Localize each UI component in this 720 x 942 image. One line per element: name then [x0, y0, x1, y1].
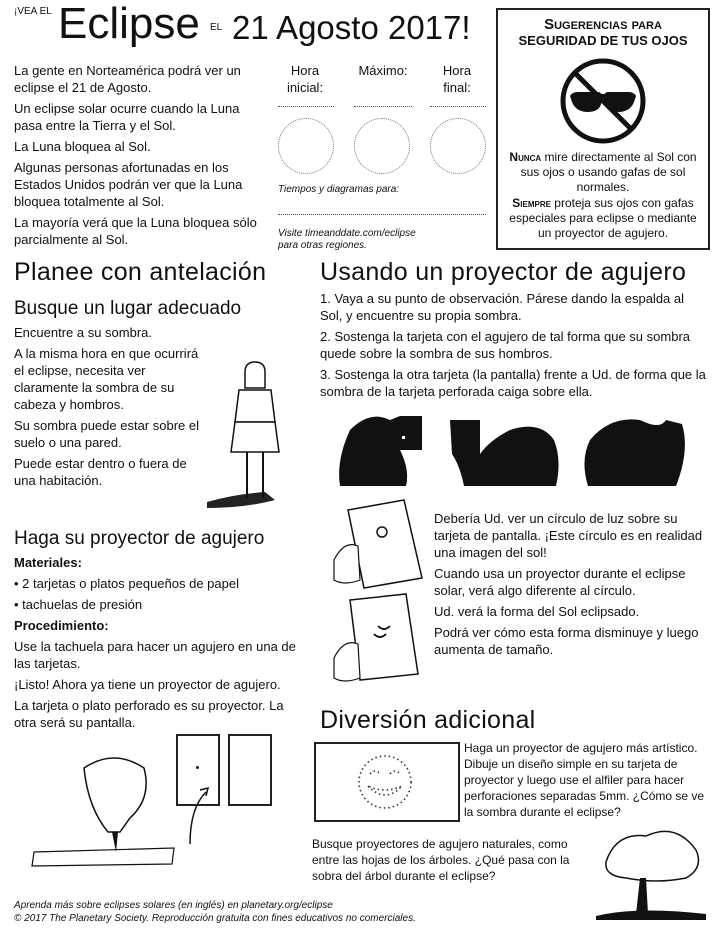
- using-step-2: 2. Sostenga la tarjeta con el agujero de tal forma que su sombra quede sobre la sombra de sus hombros.: [320, 329, 690, 361]
- procedure-3: La tarjeta o plato perforado es su proyector. La otra será su pantalla.: [14, 698, 284, 730]
- plan-p1: Encuentre a su sombra.: [14, 325, 153, 340]
- times-for-line: [278, 214, 486, 215]
- extra-p1: Haga un proyector de agujero más artístico. Dibuje un diseño simple en su tarjeta de proyector y luego use el alfiler para hacer perforaciones separadas 5mm. ¿Cómo se ve la sombra durante el eclipse?: [464, 741, 705, 819]
- result-2: Cuando usa un proyector durante el eclipse solar, verá algo diferente al círculo.: [434, 566, 686, 598]
- always-word: Siempre: [512, 196, 551, 210]
- using-steps: [320, 290, 710, 400]
- intro-p5: La mayoría verá que la Luna bloquea sólo parcialmente al Sol.: [14, 215, 257, 247]
- using-title: Usando un proyector de agujero: [320, 258, 687, 286]
- procedure-label: Procedimiento:: [14, 618, 109, 633]
- no-sunglasses-icon: [558, 56, 648, 146]
- card-screen: [228, 734, 272, 806]
- girl-shadow-illustration: [205, 362, 305, 512]
- result-4: Podrá ver cómo esta forma disminuye y luego aumenta de tamaño.: [434, 625, 699, 657]
- intro: [14, 62, 264, 248]
- material-2: • tachuelas de presión: [14, 597, 143, 612]
- result-3: Ud. verá la forma del Sol eclipsado.: [434, 604, 640, 619]
- safety-title-1: Sugerencias para: [544, 16, 662, 33]
- plan-p3: Su sombra puede estar sobre el suelo o una pared.: [14, 418, 199, 450]
- extra-p2: Busque proyectores de agujero naturales, como entre las hojas de los árboles. ¿Qué pasa con la sobra del árbol durante el eclipse?: [312, 837, 570, 883]
- visit-note: Visite timeanddate.com/eclipse para otras regiones.: [278, 228, 416, 251]
- shadow-figures-illustration: [330, 410, 710, 490]
- dotted-smiley-icon: [350, 752, 420, 812]
- diagram-circle-max: [354, 118, 410, 174]
- safety-title-2: SEGURIDAD DE TUS OJOS: [518, 33, 688, 48]
- hand-card-crescent-illustration: [334, 594, 424, 684]
- plan-title: Planee con antelación: [14, 258, 267, 286]
- make-text: [14, 554, 302, 731]
- time-max-line: [354, 106, 412, 107]
- intro-p4: Algunas personas afortunadas en los Estados Unidos podrán ver que la Luna bloquea totalmente al Sol.: [14, 160, 243, 209]
- safety-always: [502, 196, 704, 241]
- time-max-label: Máximo:: [358, 63, 408, 78]
- title-eclipse: Eclipse: [58, 0, 200, 48]
- footer-copyright: © 2017 The Planetary Society. Reproducción gratuita con fines educativos no comerciales.: [14, 913, 416, 924]
- never-word: Nunca: [509, 150, 542, 164]
- title-el: EL: [210, 22, 223, 33]
- title-date: 21 Agosto 2017!: [232, 9, 471, 46]
- using-results: [434, 510, 706, 658]
- time-end-label: Hora final:: [442, 63, 472, 95]
- plan-p2: A la misma hora en que ocurrirá el eclipse, necesita ver claramente la sombra de su cabeza y hombros.: [14, 346, 199, 412]
- diagram-circle-end: [430, 118, 486, 174]
- hand-pin-illustration: [24, 748, 184, 868]
- using-step-3: 3. Sostenga la otra tarjeta (la pantalla) frente a Ud. de forma que la sombra de la tarjeta perforada caiga sobre ella.: [320, 367, 706, 399]
- curved-arrow-icon: [186, 778, 226, 848]
- tree-illustration: [596, 822, 706, 922]
- hand-card-circle-illustration: [334, 500, 424, 590]
- safety-never: [502, 150, 704, 195]
- procedure-2: ¡Listo! Ahora ya tiene un proyector de agujero.: [14, 677, 281, 692]
- footer-learn-more: Aprenda más sobre eclipses solares (en inglés) en planetary.org/eclipse: [14, 900, 333, 911]
- result-1: Debería Ud. ver un círculo de luz sobre su tarjeta de pantalla. ¡Este círculo es en realidad una imagen del sol!: [434, 511, 703, 560]
- never-text: mire directamente al Sol con sus ojos o usando gafas de sol normales.: [520, 150, 697, 194]
- time-end-line: [430, 106, 486, 107]
- diagram-circle-start: [278, 118, 334, 174]
- card-hole-dot: [196, 766, 199, 769]
- plan-text: [14, 324, 208, 489]
- time-start-line: [278, 106, 334, 107]
- intro-p2: Un eclipse solar ocurre cuando la Luna pasa entre la Tierra y el Sol.: [14, 101, 240, 133]
- times-for-label: Tiempos y diagramas para:: [278, 184, 400, 195]
- always-text: proteja sus ojos con gafas especiales para eclipse o mediante un proyector de agujero.: [509, 196, 697, 240]
- plan-p4: Puede estar dentro o fuera de una habitación.: [14, 456, 187, 488]
- time-start-label: Hora inicial:: [286, 63, 324, 95]
- plan-sub: Busque un lugar adecuado: [14, 298, 242, 319]
- intro-p1: La gente en Norteamérica podrá ver un eclipse el 21 de Agosto.: [14, 63, 241, 95]
- using-step-1: 1. Vaya a su punto de observación. Párese dando la espalda al Sol, y encuentre su propia sombra.: [320, 291, 685, 323]
- extra-title: Diversión adicional: [320, 706, 536, 734]
- make-title: Haga su proyector de agujero: [14, 528, 265, 549]
- safety-box: [496, 8, 710, 250]
- procedure-1: Use la tachuela para hacer un agujero en una de las tarjetas.: [14, 639, 296, 671]
- materials-label: Materiales:: [14, 555, 82, 570]
- material-1: • 2 tarjetas o platos pequeños de papel: [14, 576, 239, 591]
- intro-p3: La Luna bloquea al Sol.: [14, 139, 151, 154]
- title-prefix: ¡VEA EL: [14, 6, 52, 17]
